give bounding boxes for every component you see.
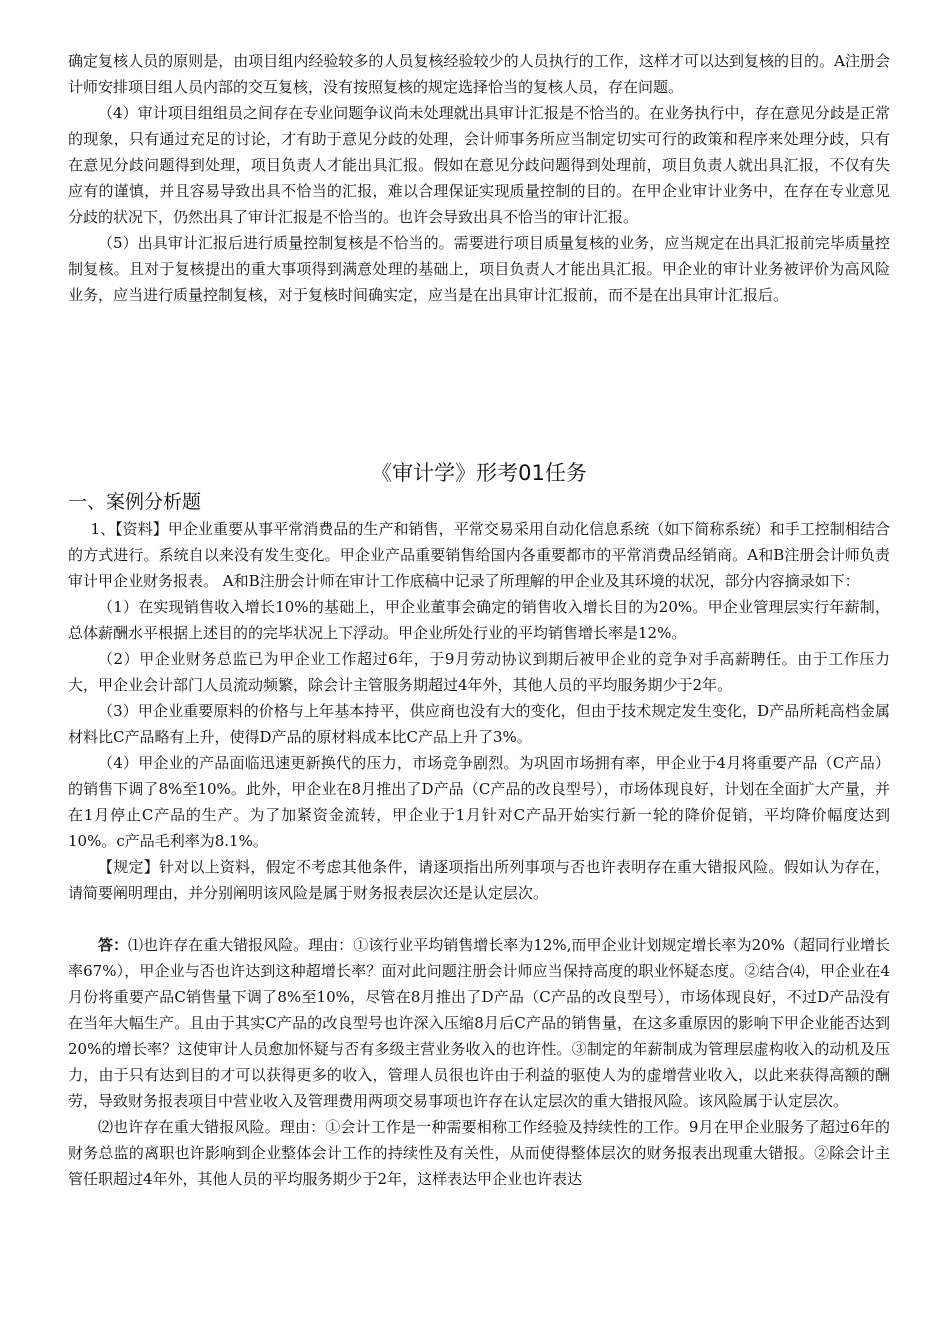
- answer-paragraph-2: ⑵也许存在重大错报风险。理由：①会计工作是一种需要相称工作经验及持续性的工作。9月在甲企业服务了超过6年的财务总监的离职也许影响到企业整体会计工作的持续性及有关性，从而使得整体层次的财务报表出现重大错报。②除会计主管任职超过4年外，其他人员的平均服务期少于2年，这样表达甲企业也许表达: [68, 1118, 890, 1188]
- requirement-paragraph: [68, 854, 890, 906]
- blank-space: [68, 308, 890, 458]
- answer-label: 答：: [98, 936, 129, 954]
- paragraph-point-5: （5）出具审计汇报后进行质量控制复核是不恰当的。需要进行项目质量复核的业务，应当规定在出具汇报前完毕质量控制复核。且对于复核提出的重大事项得到满意处理的基础上，项目负责人才能出具汇报。甲企业的审计业务被评价为高风险业务，应当进行质量控制复核，对于复核时间确实定，应当是在出具审计汇报前，而不是在出具审计汇报后。: [68, 234, 890, 304]
- case-item-3: （3）甲企业重要原料的价格与上年基本持平，供应商也没有大的变化，但由于技术规定发生变化，D产品所耗高档金属材料比C产品略有上升，使得D产品的原材料成本比C产品上升了3%。: [68, 702, 890, 746]
- blank-space: [68, 906, 890, 932]
- case-number: 1、: [90, 520, 116, 538]
- material-label: 【资料】: [115, 520, 168, 538]
- document-page: [68, 48, 890, 1192]
- answer-paragraph-1: [68, 932, 890, 1114]
- case-intro-paragraph: [68, 516, 890, 594]
- case-item-2: （2）甲企业财务总监已为甲企业工作超过6年，于9月劳动协议到期后被甲企业的竞争对手高薪聘任。由于工作压力大，甲企业会计部门人员流动频繁，除会计主管服务期超过4年外，其他人员的平均服务期少于2年。: [68, 650, 890, 694]
- case-item-1: （1）在实现销售收入增长10%的基础上，甲企业董事会确定的销售收入增长目的为20%。甲企业管理层实行年薪制，总体薪酬水平根据上述目的的完毕状况上下浮动。甲企业所处行业的平均销售增长率是12%。: [68, 598, 890, 642]
- paragraph-point-4: （4）审计项目组组员之间存在专业问题争议尚未处理就出具审计汇报是不恰当的。在业务执行中，存在意见分歧是正常的现象，只有通过充足的讨论，才有助于意见分歧的处理，会计师事务所应当制定切实可行的政策和程序来处理分歧，只有在意见分歧问题得到处理，项目负责人才能出具汇报。假如在意见分歧问题得到处理前，项目负责人就出具汇报，不仅有失应有的谨慎，并且容易导致出具不恰当的汇报，难以合理保证实现质量控制的目的。在甲企业审计业务中，在存在专业意见分歧的状况下，仍然出具了审计汇报是不恰当的。也许会导致出具不恰当的审计汇报。: [68, 104, 890, 226]
- document-title: 《审计学》形考01任务: [371, 461, 587, 485]
- case-item-4: （4）甲企业的产品面临迅速更新换代的压力，市场竞争剧烈。为巩固市场拥有率，甲企业于4月将重要产品（C产品）的销售下调了8%至10%。此外，甲企业在8月推出了D产品（C产品的改良型号），市场体现良好，计划在全面扩大产量，并在1月停止C产品的生产。为了加紧资金流转，甲企业于1月针对C产品开始实行新一轮的降价促销，平均降价幅度达到10%。c产品毛利率为8.1%。: [68, 754, 890, 850]
- answer-text-1: ⑴也许存在重大错报风险。理由：①该行业平均销售增长率为12%,而甲企业计划规定增长率为20%（超同行业增长率67%），甲企业与否也许达到这种超增长率？面对此问题注册会计师应当保持高度的职业怀疑态度。②结合⑷，甲企业在4月份将重要产品C销售量下调了8%至10%，尽管在8月推出了D产品（C产品的改良型号），市场体现良好，不过D产品没有在当年大幅生产。且由于其实C产品的改良型号也许深入压缩8月后C产品的销售量，在这多重原因的影响下甲企业能否达到20%的增长率？这使审计人员愈加怀疑与否有多级主营业务收入的也许性。③制定的年薪制成为管理层虚构收入的动机及压力，由于只有达到目的才可以获得更多的收入，管理人员很也许由于利益的驱使人为的虚增营业收入，以此来获得高额的酬劳，导致财务报表项目中营业收入及管理费用两项交易事项也许存在认定层次的重大错报风险。该风险属于认定层次。: [68, 936, 890, 1110]
- requirement-label: 【规定】: [98, 858, 159, 876]
- requirement-text: 针对以上资料，假定不考虑其他条件，请逐项指出所列事项与否也许表明存在重大错报风险。假如认为存在，请简要阐明理由，并分别阐明该风险是属于财务报表层次还是认定层次。: [68, 858, 890, 902]
- section-heading: 一、案例分析题: [68, 491, 202, 513]
- paragraph-review-principle: 确定复核人员的原则是，由项目组内经验较多的人员复核经验较少的人员执行的工作，这样才可以达到复核的目的。A注册会计师安排项目组人员内部的交互复核，没有按照复核的规定选择恰当的复核人员，存在问题。: [68, 52, 890, 96]
- case-intro-text: 甲企业重要从事平常消费品的生产和销售，平常交易采用自动化信息系统（如下简称系统）和手工控制相结合的方式进行。系统自以来没有发生变化。甲企业产品重要销售给国内各重要都市的平常消费品经销商。A和B注册会计师负责审计甲企业财务报表。 A和B注册会计师在审计工作底稿中记录了所理解的甲企业及其环境的状况，部分内容摘录如下：: [68, 520, 890, 590]
